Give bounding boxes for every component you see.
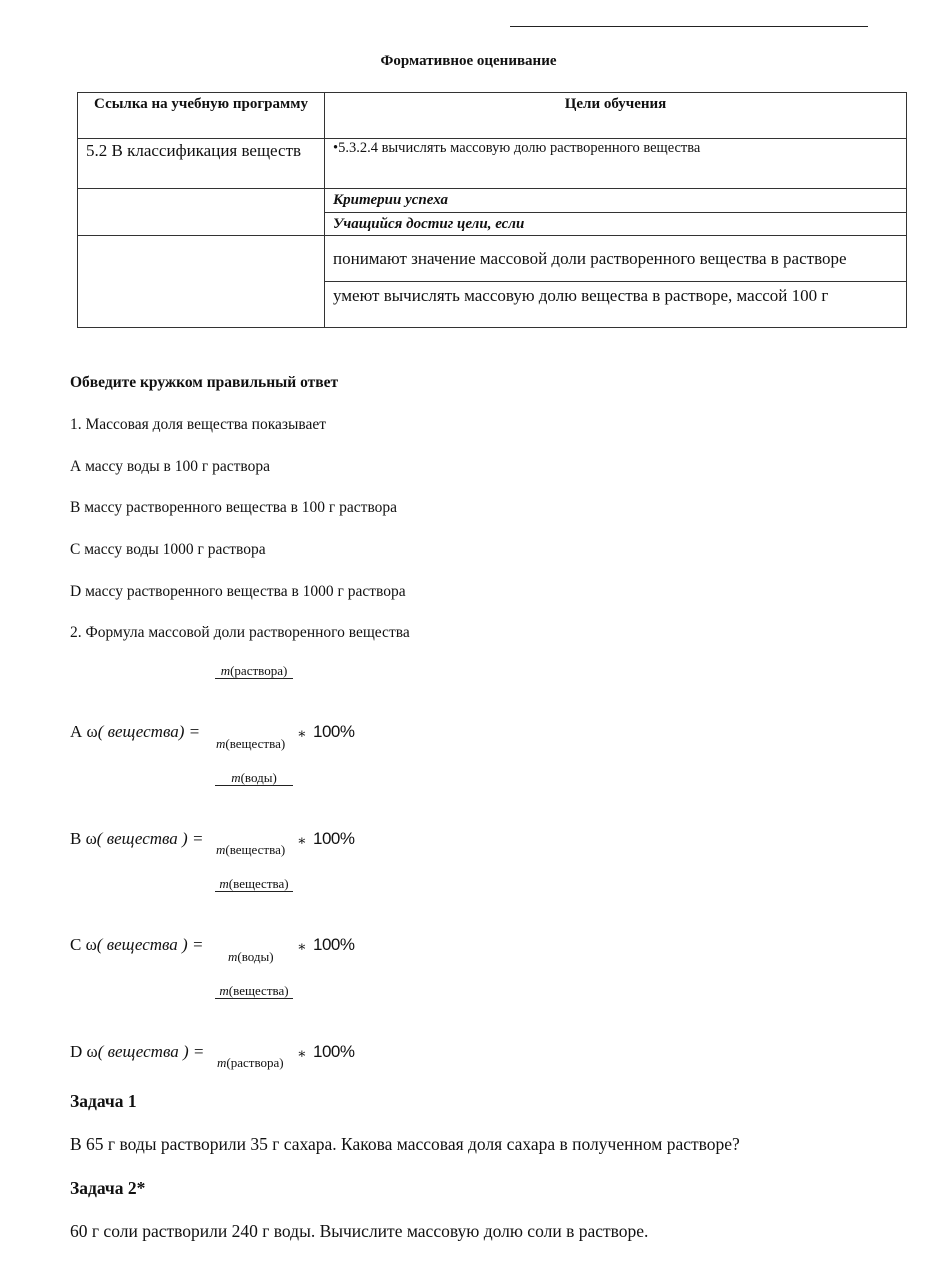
formula-b-denominator: m(вещества) [216,842,286,857]
formula-b-label: В ω( вещества ) = [70,829,204,848]
criteria-title: Критерии успеха [325,189,907,213]
page-title: Формативное оценивание [380,53,557,69]
instruction: Обведите кружком правильный ответ [70,374,339,391]
formula-d-percent: 100% [313,1042,355,1061]
name-underline [510,26,868,27]
program-reference: 5.2 В классификация веществ [78,139,325,189]
table-header-goals: Цели обучения [325,93,907,139]
formula-c-label: С ω( вещества ) = [70,935,204,954]
formula-b-percent: 100% [313,829,355,848]
q1-option-a: А массу воды в 100 г раствора [70,458,270,475]
table-header-program: Ссылка на учебную программу [78,93,325,139]
formula-d-denominator: m(раствора) [217,1055,284,1070]
formula-a-numerator: m(раствора) [215,663,293,679]
criteria-subtitle: Учащийся достиг цели, если [325,213,907,236]
q1-option-d: D массу растворенного вещества в 1000 г раствора [70,583,406,600]
formula-d-label: D ω( вещества ) = [70,1042,205,1061]
q1-option-c: С массу воды 1000 г раствора [70,541,266,558]
formula-c-percent: 100% [313,935,355,954]
formula-b-numerator: m(воды) [215,770,293,786]
question-1: 1. Массовая доля вещества показывает [70,416,327,433]
question-2: 2. Формула массовой доли растворенного вещества [70,624,410,641]
learning-objective: •5.3.2.4 вычислять массовую долю растворенного вещества [325,139,907,189]
formula-a-denominator: m(вещества) [216,736,286,751]
task-2-title: Задача 2* [70,1178,146,1198]
formula-c-numerator: m(вещества) [215,876,293,892]
formula-a-times: ∗ [297,727,307,742]
formula-d-numerator: m(вещества) [215,983,293,999]
task-2-text: 60 г соли растворили 240 г воды. Вычислите массовую долю соли в растворе. [70,1221,649,1241]
formula-d-times: ∗ [297,1047,307,1062]
q1-option-b: В массу растворенного вещества в 100 г раствора [70,499,398,516]
criterion-1: понимают значение массовой доли растворенного вещества в растворе [325,236,907,282]
criterion-2: умеют вычислять массовую долю вещества в растворе, массой 100 г [325,282,907,328]
task-1-title: Задача 1 [70,1091,137,1111]
objectives-table [77,92,907,328]
formula-c-denominator: m(воды) [228,949,274,964]
formula-a-percent: 100% [313,722,355,741]
formula-b-times: ∗ [297,834,307,849]
formula-c-times: ∗ [297,940,307,955]
empty-cell [78,189,325,236]
formula-a-label: А ω( вещества) = [70,722,201,741]
empty-cell [78,236,325,328]
task-1-text: В 65 г воды растворили 35 г сахара. Какова массовая доля сахара в полученном растворе? [70,1134,740,1154]
